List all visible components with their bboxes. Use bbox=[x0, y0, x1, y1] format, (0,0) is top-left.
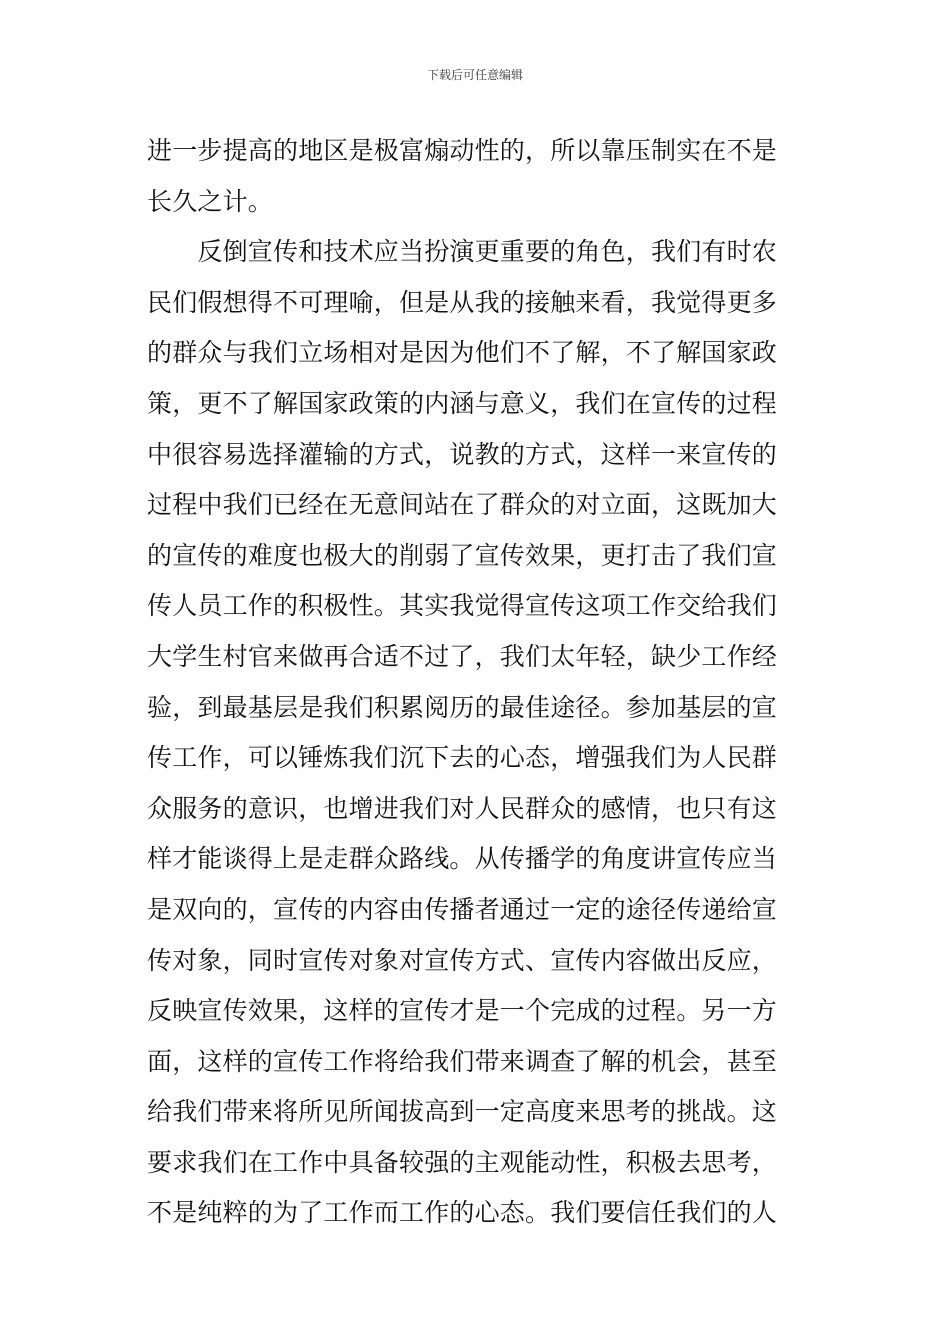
text-line: 不是纯粹的为了工作而工作的心态。我们要信任我们的人 bbox=[147, 1198, 778, 1228]
text-line: 众服务的意识，也增进我们对人民群众的感情，也只有这 bbox=[147, 793, 778, 823]
text-line: 是双向的，宣传的内容由传播者通过一定的途径传递给宣 bbox=[147, 894, 778, 924]
text-line: 样才能谈得上是走群众路线。从传播学的角度讲宣传应当 bbox=[147, 844, 778, 874]
text-line: 的群众与我们立场相对是因为他们不了解，不了解国家政 bbox=[147, 338, 778, 368]
text-line: 传人员工作的积极性。其实我觉得宣传这项工作交给我们 bbox=[147, 591, 778, 621]
text-line: 反倒宣传和技术应当扮演更重要的角色，我们有时农 bbox=[147, 237, 778, 267]
text-line: 长久之计。 bbox=[147, 186, 274, 216]
text-line: 验，到最基层是我们积累阅历的最佳途径。参加基层的宣 bbox=[147, 692, 778, 722]
text-line: 给我们带来将所见所闻拔高到一定高度来思考的挑战。这 bbox=[147, 1097, 778, 1127]
text-line: 传工作，可以锤炼我们沉下去的心态，增强我们为人民群 bbox=[147, 743, 778, 773]
text-line: 策，更不了解国家政策的内涵与意义，我们在宣传的过程 bbox=[147, 388, 778, 418]
text-line: 的宣传的难度也极大的削弱了宣传效果，更打击了我们宣 bbox=[147, 540, 778, 570]
text-line: 面，这样的宣传工作将给我们带来调查了解的机会，甚至 bbox=[147, 1046, 778, 1076]
body-text bbox=[147, 126, 787, 1239]
text-line: 传对象，同时宣传对象对宣传方式、宣传内容做出反应， bbox=[147, 945, 778, 975]
text-line: 要求我们在工作中具备较强的主观能动性，积极去思考， bbox=[147, 1147, 778, 1177]
text-line: 大学生村官来做再合适不过了，我们太年轻，缺少工作经 bbox=[147, 641, 778, 671]
text-line: 中很容易选择灌输的方式，说教的方式，这样一来宣传的 bbox=[147, 439, 778, 469]
text-line: 过程中我们已经在无意间站在了群众的对立面，这既加大 bbox=[147, 490, 778, 520]
text-line: 进一步提高的地区是极富煽动性的，所以靠压制实在不是 bbox=[147, 136, 778, 165]
text-line: 反映宣传效果，这样的宣传才是一个完成的过程。另一方 bbox=[147, 996, 778, 1026]
text-line: 民们假想得不可理喻，但是从我的接触来看，我觉得更多 bbox=[147, 287, 778, 317]
header-note: 下载后可任意编辑 bbox=[426, 68, 523, 82]
